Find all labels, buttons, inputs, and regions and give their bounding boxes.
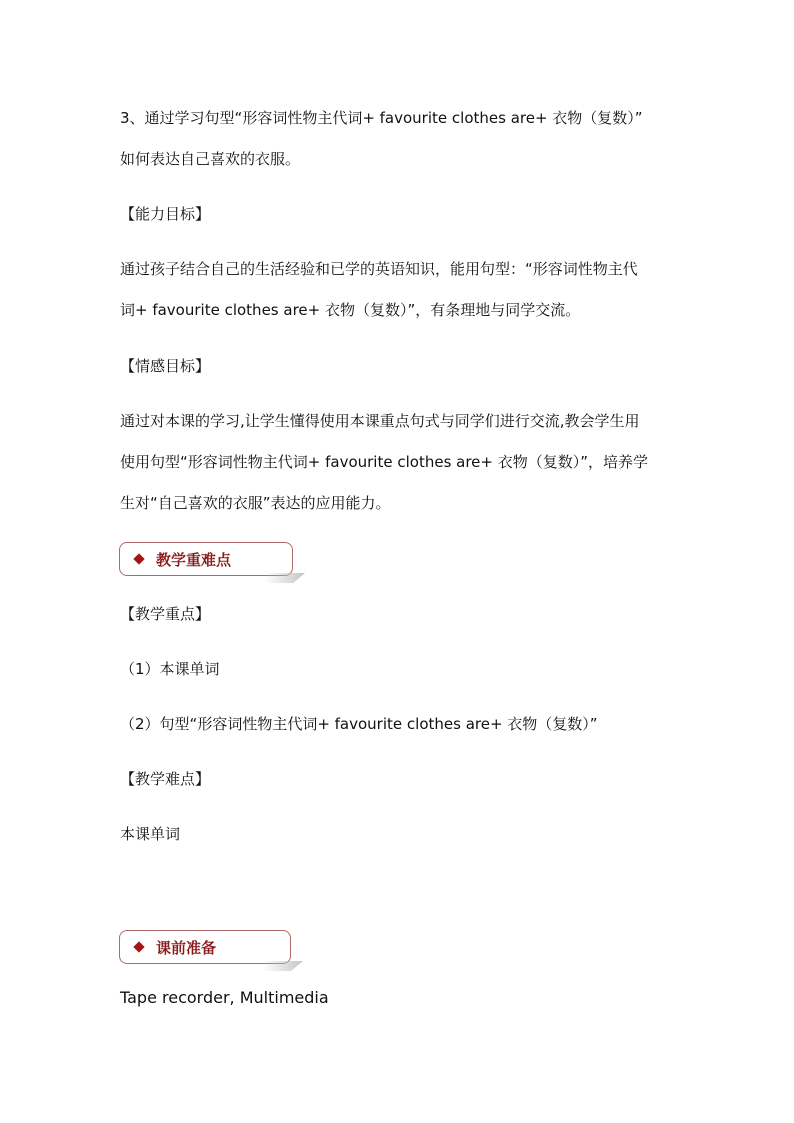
emotion-goal-line-1: 通过对本课的学习,让学生懂得使用本课重点句式与同学们进行交流,教会学生用 <box>120 412 640 430</box>
ability-goal-line-1: 通过孩子结合自己的生活经验和已学的英语知识，能用句型：“形容词性物主代 <box>120 260 638 278</box>
diamond-bullet-icon <box>133 553 144 564</box>
emotion-goal-line-3: 生对“自己喜欢的衣服”表达的应用能力。 <box>120 494 391 512</box>
preparation-content: Tape recorder, Multimedia <box>120 988 329 1007</box>
key-points-title: 【教学重点】 <box>120 605 211 623</box>
emotion-goal-line-2: 使用句型“形容词性物主代词+ favourite clothes are+ 衣物（复数）”，培养学 <box>120 453 649 471</box>
preparation-heading-box <box>119 930 291 964</box>
difficult-points-title: 【教学难点】 <box>120 770 211 788</box>
objective-3-line-2: 如何表达自己喜欢的衣服。 <box>120 150 301 168</box>
ability-goal-line-2: 词+ favourite clothes are+ 衣物（复数）”，有条理地与同学交流。 <box>120 301 581 319</box>
heading-shadow <box>263 961 303 971</box>
key-points-heading: 教学重难点 <box>156 551 232 569</box>
ability-goal-title: 【能力目标】 <box>120 205 211 223</box>
preparation-heading: 课前准备 <box>156 939 217 957</box>
diamond-bullet-icon <box>133 941 144 952</box>
key-point-item-1: （1）本课单词 <box>120 660 220 678</box>
key-point-item-2: （2）句型“形容词性物主代词+ favourite clothes are+ 衣物（复数）” <box>120 715 598 733</box>
heading-shadow <box>265 573 305 583</box>
key-points-heading-box <box>119 542 293 576</box>
difficult-point-item-1: 本课单词 <box>120 825 181 843</box>
objective-3-line-1: 3、通过学习句型“形容词性物主代词+ favourite clothes are+ 衣物（复数）” <box>120 109 643 127</box>
emotion-goal-title: 【情感目标】 <box>120 357 211 375</box>
